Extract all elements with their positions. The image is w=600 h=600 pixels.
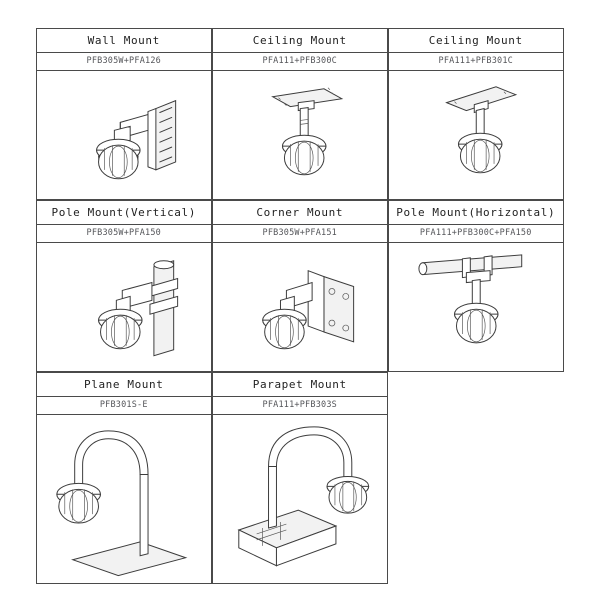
mount-model-code: PFB305W+PFA126 [37, 53, 212, 71]
mount-model-code: PFA111+PFB300C [213, 53, 388, 71]
mount-title: Ceiling Mount [213, 29, 388, 53]
mount-model-code: PFB301S-E [37, 397, 212, 415]
mount-illustration-angled-ceiling-mount [389, 71, 564, 200]
mount-illustration-ceiling-mount [213, 71, 388, 200]
mount-cell-pole-mount-horizontal[interactable] [388, 200, 565, 373]
mount-illustration-wall-mount [37, 71, 212, 200]
mount-cell-ceiling-mount-300c[interactable] [212, 28, 389, 201]
mount-illustration-plane-mount [37, 415, 212, 584]
mount-cell-corner-mount[interactable] [212, 200, 389, 373]
mount-cell-pole-mount-vertical[interactable] [36, 200, 213, 373]
mount-model-code: PFB305W+PFA150 [37, 225, 212, 243]
mount-title: Pole Mount(Vertical) [37, 201, 212, 225]
mount-title: Ceiling Mount [389, 29, 564, 53]
mount-model-code: PFA111+PFB300C+PFA150 [389, 225, 564, 243]
mount-model-code: PFA111+PFB301C [389, 53, 564, 71]
mount-model-code: PFB305W+PFA151 [213, 225, 388, 243]
mount-title: Parapet Mount [213, 373, 388, 397]
mount-cell-ceiling-mount-301c[interactable] [388, 28, 565, 201]
mount-illustration-pole-mount-horizontal [389, 243, 564, 372]
mount-title: Pole Mount(Horizontal) [389, 201, 564, 225]
mount-illustration-pole-mount-vertical [37, 243, 212, 372]
mount-title: Corner Mount [213, 201, 388, 225]
mount-cell-wall-mount[interactable] [36, 28, 213, 201]
mount-model-code: PFA111+PFB303S [213, 397, 388, 415]
mount-cell-parapet-mount[interactable] [212, 372, 389, 585]
mount-illustration-corner-mount [213, 243, 388, 372]
mount-illustration-parapet-mount [213, 415, 388, 584]
mount-cell-empty [388, 372, 565, 585]
mount-title: Plane Mount [37, 373, 212, 397]
mount-options-grid [36, 28, 564, 584]
mount-title: Wall Mount [37, 29, 212, 53]
mount-cell-plane-mount[interactable] [36, 372, 213, 585]
